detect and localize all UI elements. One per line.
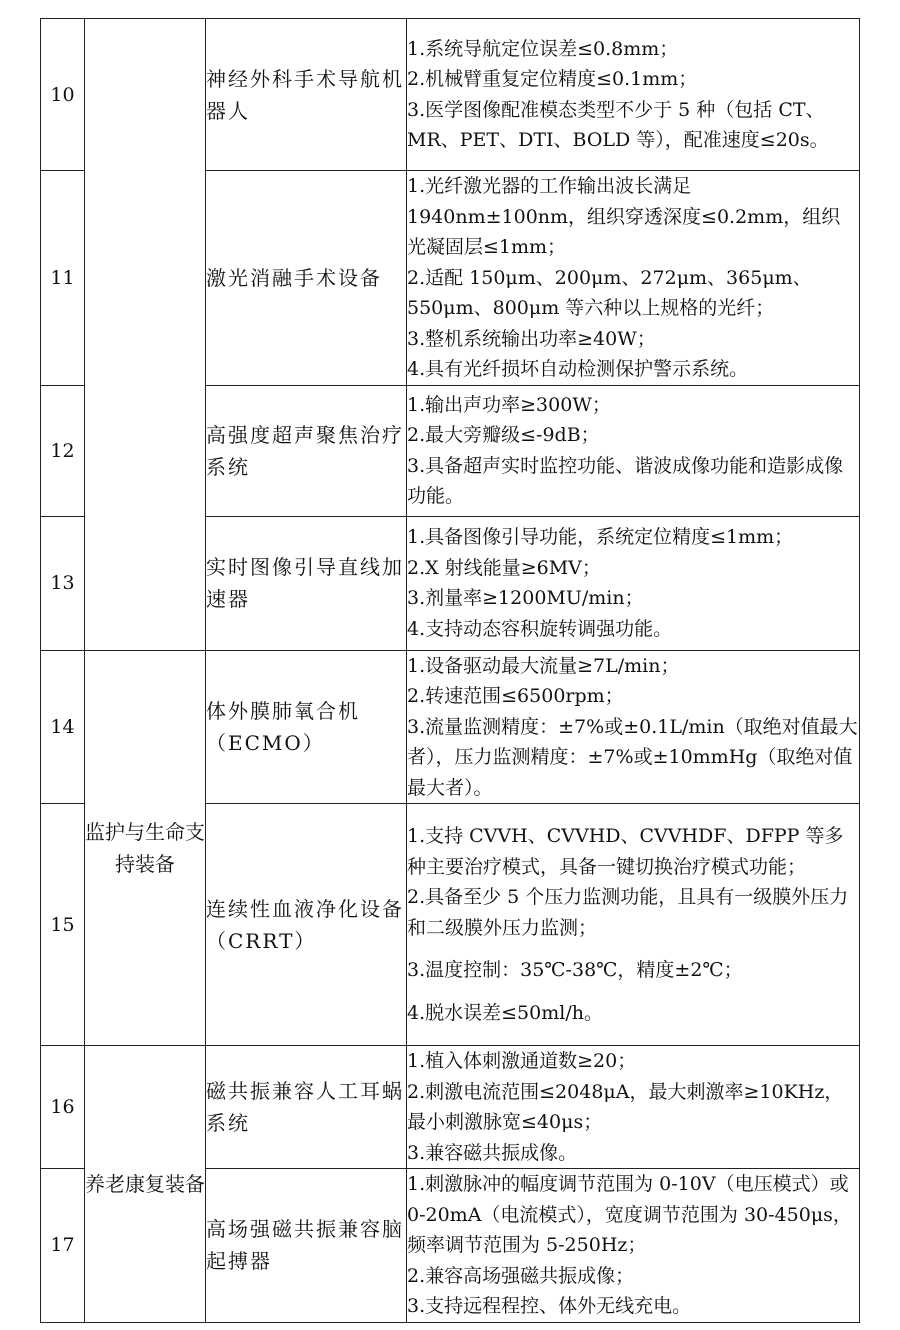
- row-number: 13: [41, 516, 85, 650]
- requirement-item: 2.刺激电流范围≤2048μA，最大刺激率≥10KHz，最小刺激脉宽≤40μs；: [407, 1080, 844, 1133]
- requirements-cell: [407, 1169, 860, 1323]
- requirement-item: 3.温度控制：35℃-38℃，精度±2℃；: [407, 959, 743, 981]
- category-label: 养老康复装备: [85, 1046, 206, 1323]
- requirement-item: 1.系统导航定位误差≤0.8mm；: [407, 37, 679, 60]
- requirements-cell: [407, 19, 860, 171]
- equipment-spec-table: [40, 18, 860, 1323]
- requirement-item: 3.整机系统输出功率≥40W；: [407, 327, 656, 350]
- requirement-item: 1.输出声功率≥300W；: [407, 393, 611, 416]
- row-number: 15: [41, 804, 85, 1046]
- requirement-item: 1.支持 CVVH、CVVHD、CVVHDF、DFPP 等多种主要治疗模式，具备一键切换治疗模式功能；: [407, 825, 844, 878]
- requirement-item: 1.植入体刺激通道数≥20；: [407, 1050, 637, 1072]
- table-row: [41, 19, 860, 171]
- row-number: 12: [41, 385, 85, 516]
- equipment-name: 实时图像引导直线加速器: [206, 516, 407, 650]
- requirements-cell: [407, 171, 860, 386]
- requirements-cell: [407, 516, 860, 650]
- requirement-item: 3.兼容磁共振成像。: [407, 1141, 578, 1164]
- table-row: [41, 1046, 860, 1169]
- row-number: 17: [41, 1169, 85, 1323]
- equipment-name: 连续性血液净化设备（CRRT）: [206, 804, 407, 1046]
- requirements-cell: [407, 385, 860, 516]
- requirement-item: 4.具有光纤损坏自动检测保护警示系统。: [407, 358, 749, 380]
- requirement-item: 3.医学图像配准模态类型不少于 5 种（包括 CT、MR、PET、DTI、BOLD 等），配准速度≤20s。: [407, 98, 829, 151]
- requirement-item: 2.具备至少 5 个压力监测功能，且具有一级膜外压力和二级膜外压力监测；: [407, 886, 849, 939]
- requirements-cell: [407, 650, 860, 804]
- category-label: 监护与生命支持装备: [85, 650, 206, 1046]
- equipment-name: 高场强磁共振兼容脑起搏器: [206, 1169, 407, 1323]
- equipment-name: 体外膜肺氧合机（ECMO）: [206, 650, 407, 804]
- equipment-name: 神经外科手术导航机器人: [206, 19, 407, 171]
- requirement-item: 4.支持动态容积旋转调强功能。: [407, 617, 673, 640]
- requirement-item: 3.具备超声实时监控功能、谐波成像功能和造影成像功能。: [407, 454, 844, 507]
- requirement-item: 2.最大旁瓣级≤-9dB；: [407, 424, 600, 446]
- requirement-item: 3.支持远程程控、体外无线充电。: [407, 1295, 692, 1317]
- requirement-item: 2.转速范围≤6500rpm；: [407, 685, 624, 707]
- equipment-name: 磁共振兼容人工耳蜗系统: [206, 1046, 407, 1169]
- requirements-cell: [407, 804, 860, 1046]
- category-cell-continued: [85, 19, 206, 651]
- requirement-item: 3.剂量率≥1200MU/min；: [407, 587, 644, 609]
- requirement-item: 1.设备驱动最大流量≥7L/min；: [407, 654, 680, 677]
- requirement-item: 3.流量监测精度：±7%或±0.1L/min（取绝对值最大者），压力监测精度：±7%或±10mmHg（取绝对值最大者）。: [407, 715, 858, 799]
- requirement-item: 1.刺激脉冲的幅度调节范围为 0-10V（电压模式）或 0-20mA（电流模式），宽度调节范围为 30-450μs，频率调节范围为 5-250Hz；: [407, 1173, 852, 1256]
- row-number: 11: [41, 171, 85, 386]
- equipment-name: 高强度超声聚焦治疗系统: [206, 385, 407, 516]
- requirement-item: 2.适配 150μm、200μm、272μm、365μm、550μm、800μm 等六种以上规格的光纤；: [407, 266, 812, 319]
- requirement-item: 4.脱水误差≤50ml/h。: [407, 1001, 603, 1024]
- row-number: 14: [41, 650, 85, 804]
- requirement-item: 1.具备图像引导功能，系统定位精度≤1mm；: [407, 526, 794, 548]
- requirement-item: 2.X 射线能量≥6MV；: [407, 556, 601, 579]
- requirement-item: 2.兼容高场强磁共振成像；: [407, 1264, 635, 1287]
- requirements-cell: [407, 1046, 860, 1169]
- table-row: [41, 650, 860, 804]
- requirement-item: 1.光纤激光器的工作输出波长满足 1940nm±100nm，组织穿透深度≤0.2mm，组织光凝固层≤1mm；: [407, 175, 841, 258]
- equipment-name: 激光消融手术设备: [206, 171, 407, 386]
- row-number: 10: [41, 19, 85, 171]
- requirement-item: 2.机械臂重复定位精度≤0.1mm；: [407, 68, 698, 90]
- row-number: 16: [41, 1046, 85, 1169]
